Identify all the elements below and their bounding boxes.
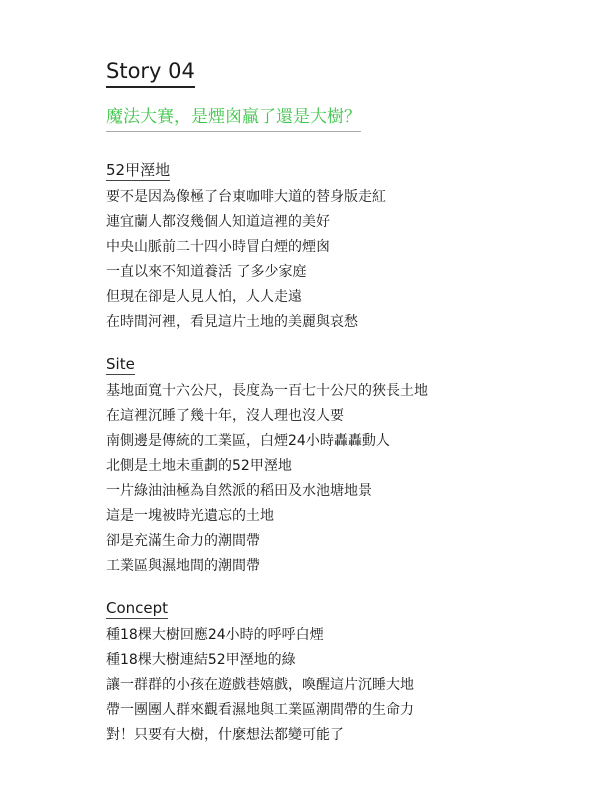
- text-line: 讓一群群的小孩在遊戲巷嬉戲，喚醒這片沉睡大地: [106, 677, 414, 693]
- section-wetland: [106, 160, 586, 335]
- text-line: 在這裡沉睡了幾十年，沒人理也沒人要: [106, 408, 344, 424]
- section-site: [106, 354, 586, 579]
- text-line: 對！只要有大樹，什麼想法都變可能了: [106, 727, 344, 743]
- text-line: 帶一團團人群來觀看濕地與工業區潮間帶的生命力: [106, 702, 414, 718]
- text-line: 基地面寬十六公尺，長度為一百七十公尺的狹長土地: [106, 383, 428, 399]
- text-line: 連宜蘭人都沒幾個人知道這裡的美好: [106, 214, 330, 230]
- text-line: 一片綠油油極為自然派的稻田及水池塘地景: [106, 483, 372, 499]
- text-line: 種18棵大樹回應24小時的呼呼白煙: [106, 627, 324, 643]
- text-line: 工業區與濕地間的潮間帶: [106, 558, 260, 574]
- text-line: 中央山脈前二十四小時冒白煙的煙囪: [106, 239, 330, 255]
- text-line: 卻是充滿生命力的潮間帶: [106, 533, 260, 549]
- section-heading-site: Site: [106, 355, 135, 373]
- document-page: [106, 58, 586, 748]
- text-line: 種18棵大樹連結52甲溼地的綠: [106, 652, 296, 668]
- section-concept: [106, 598, 586, 748]
- text-line: 要不是因為像極了台東咖啡大道的替身版走紅: [106, 189, 386, 205]
- story-subtitle: 魔法大賽，是煙囪贏了還是大樹？: [106, 106, 361, 132]
- text-line: 這是一塊被時光遺忘的土地: [106, 508, 274, 524]
- section-heading-concept: Concept: [106, 599, 169, 617]
- text-line: 南側邊是傳統的工業區，白煙24小時轟轟動人: [106, 433, 390, 449]
- story-title: Story 04: [106, 58, 195, 88]
- section-heading-wetland: 52甲溼地: [106, 161, 171, 179]
- text-line: 但現在卻是人見人怕，人人走遠: [106, 289, 302, 305]
- text-line: 在時間河裡，看見這片土地的美麗與哀愁: [106, 314, 358, 330]
- text-line: 北側是土地未重劃的52甲溼地: [106, 458, 292, 474]
- text-line: 一直以來不知道養活 了多少家庭: [106, 264, 307, 280]
